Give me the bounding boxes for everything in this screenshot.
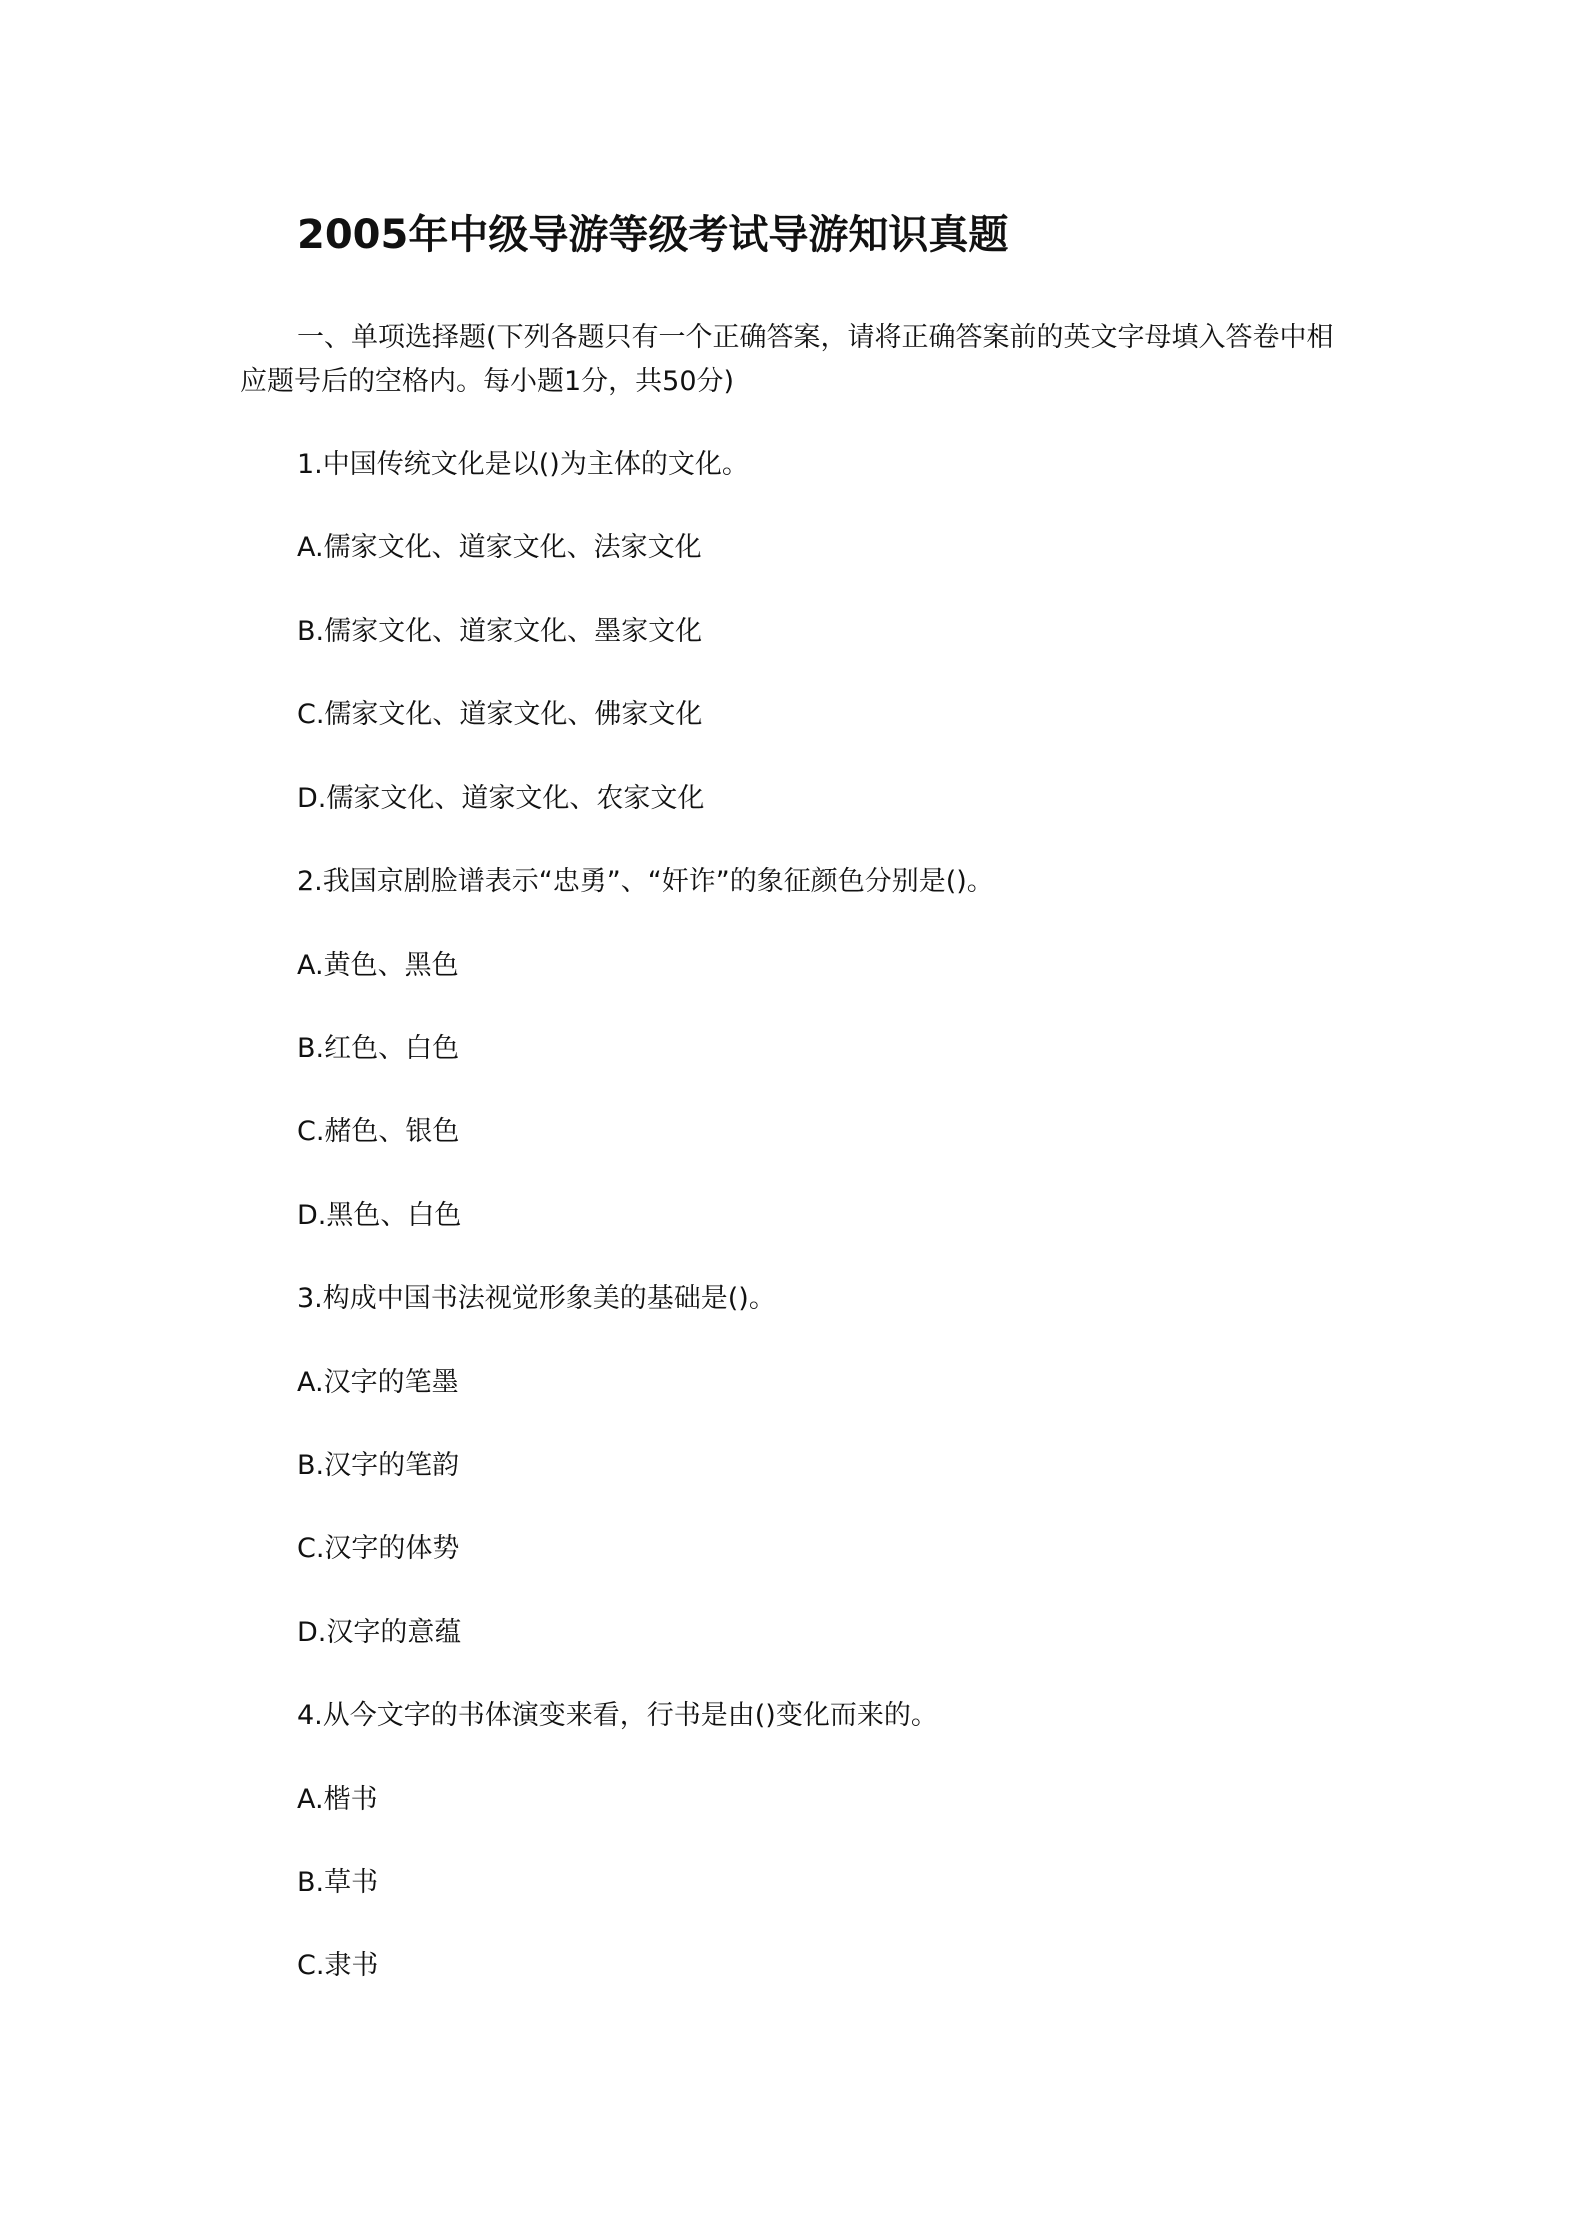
question-stem: 3.构成中国书法视觉形象美的基础是()。 (297, 1283, 776, 1314)
document-title: 2005年中级导游等级考试导游知识真题 (297, 212, 1009, 258)
question-stem: 2.我国京剧脸谱表示“忠勇”、“奸诈”的象征颜色分别是()。 (297, 866, 994, 897)
question-option: B.草书 (297, 1867, 379, 1898)
question-option: C.赭色、银色 (297, 1116, 460, 1147)
question-option: A.楷书 (297, 1784, 378, 1815)
section-intro: 一、单项选择题(下列各题只有一个正确答案，请将正确答案前的英文字母填入答卷中相应题号后的空格内。每小题1分，共50分) (240, 322, 1334, 397)
question-option: D.黑色、白色 (297, 1200, 462, 1231)
question-stem: 4.从今文字的书体演变来看，行书是由()变化而来的。 (297, 1700, 938, 1731)
question-option: A.黄色、黑色 (297, 950, 459, 981)
question-option: A.汉字的笔墨 (297, 1367, 459, 1398)
question-option: B.红色、白色 (297, 1033, 460, 1064)
question-option: B.儒家文化、道家文化、墨家文化 (297, 616, 703, 647)
question-option: C.汉字的体势 (297, 1533, 460, 1564)
question-option: B.汉字的笔韵 (297, 1450, 460, 1481)
question-option: A.儒家文化、道家文化、法家文化 (297, 532, 702, 563)
question-option: D.汉字的意蕴 (297, 1617, 462, 1648)
question-stem: 1.中国传统文化是以()为主体的文化。 (297, 449, 749, 480)
question-option: C.隶书 (297, 1950, 379, 1981)
question-option: D.儒家文化、道家文化、农家文化 (297, 783, 705, 814)
question-option: C.儒家文化、道家文化、佛家文化 (297, 699, 703, 730)
